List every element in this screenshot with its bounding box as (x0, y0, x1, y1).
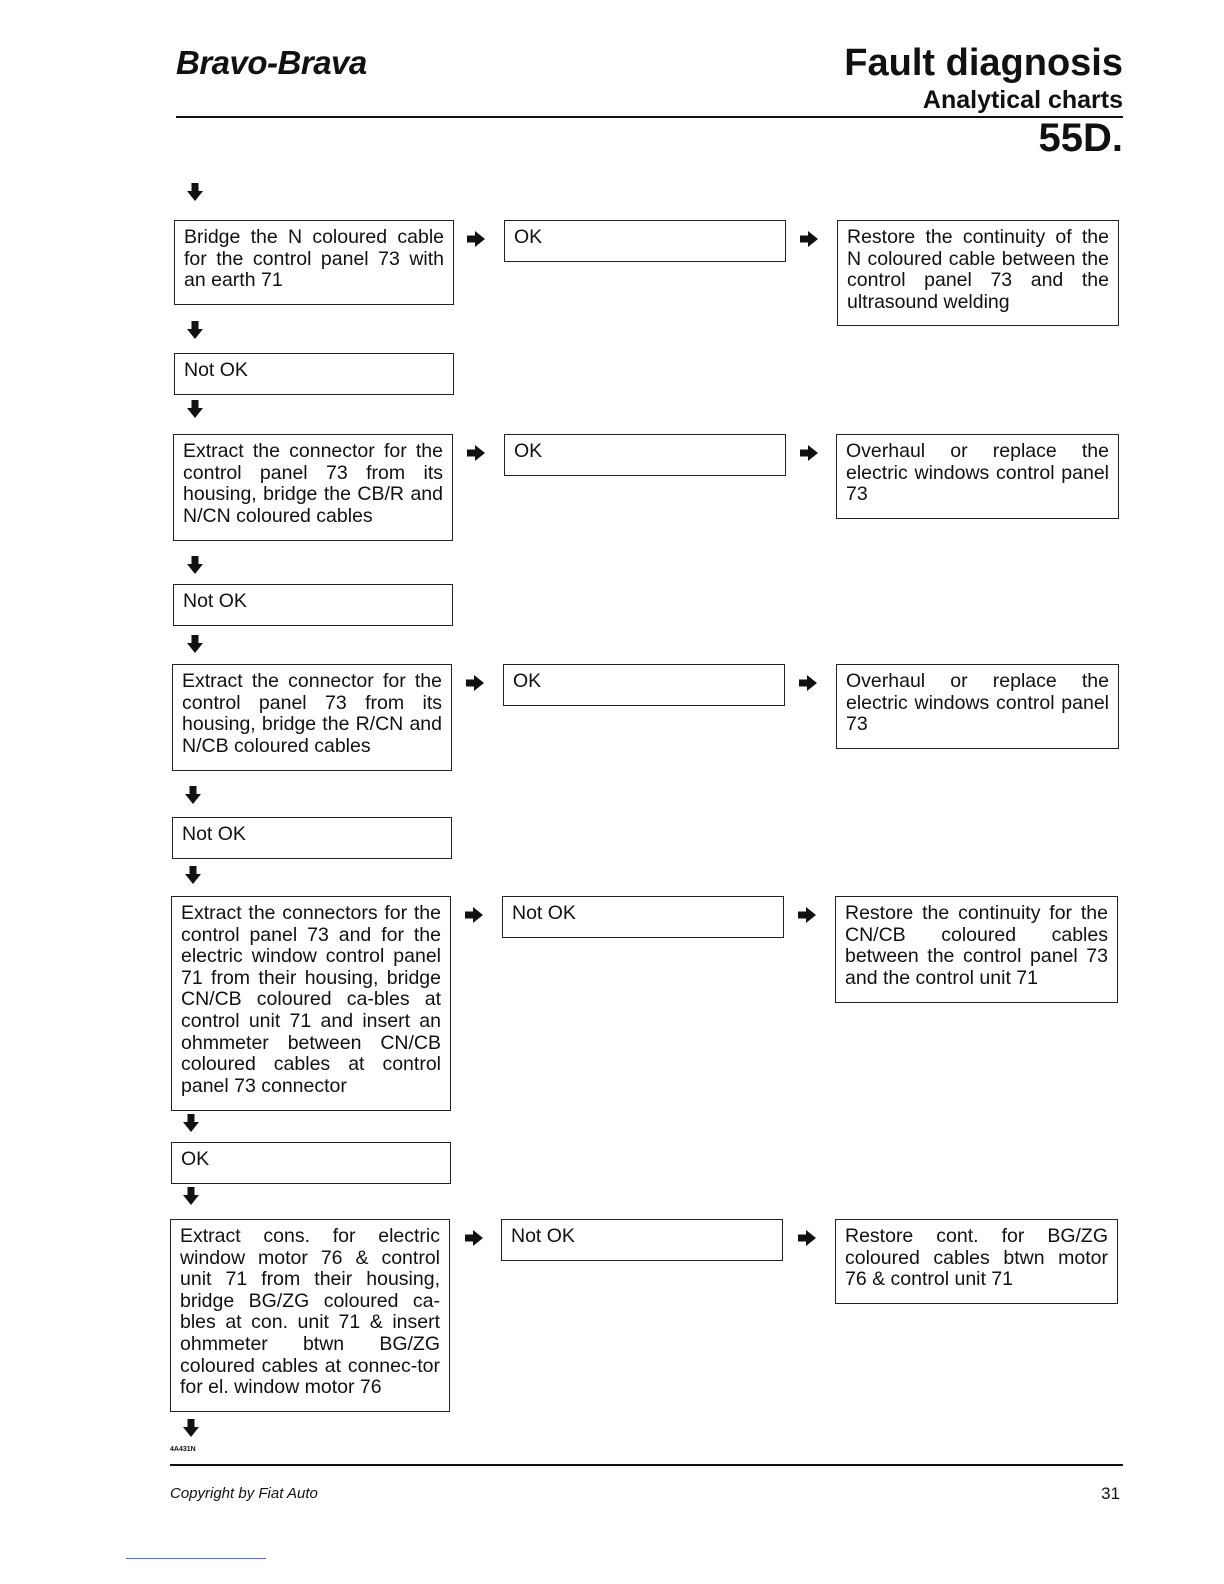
arrow-right-icon (466, 229, 486, 249)
arrow-down-icon (185, 399, 205, 419)
step-4-result-box: Not OK (502, 896, 784, 938)
arrow-down-icon (185, 555, 205, 575)
page-number: 31 (1101, 1484, 1120, 1503)
step-5-remedy-box: Restore cont. for BG/ZG coloured cables btwn motor 76 & control unit 71 (835, 1219, 1118, 1304)
arrow-right-icon (464, 1228, 484, 1248)
arrow-right-icon (797, 1228, 817, 1248)
arrow-right-icon (464, 905, 484, 925)
figure-code: 4A431N (170, 1446, 196, 1453)
arrow-right-icon (466, 443, 486, 463)
arrow-down-icon (181, 1418, 201, 1438)
step-5-action-box: Extract cons. for electric window motor 76 & control unit 71 from their housing, bridge BG/ZG coloured ca-bles at con. unit 71 & insert ohmmeter btwn BG/ZG coloured cables at connec-tor for el. window motor 76 (170, 1219, 450, 1412)
link-underline-decoration (126, 1558, 266, 1559)
step-2-action-box: Extract the connector for the control panel 73 from its housing, bridge the CB/R and N/CN coloured cables (173, 434, 453, 541)
arrow-right-icon (465, 673, 485, 693)
arrow-down-icon (183, 865, 203, 885)
step-1-action-box: Bridge the N coloured cable for the control panel 73 with an earth 71 (174, 220, 454, 305)
step-1-result-box: OK (504, 220, 786, 262)
footer-divider (170, 1464, 1123, 1466)
arrow-right-icon (798, 673, 818, 693)
arrow-down-icon (185, 182, 205, 202)
step-2-next-box: Not OK (173, 584, 453, 626)
step-3-remedy-box: Overhaul or replace the electric windows control panel 73 (836, 664, 1119, 749)
brand-title: Bravo-Brava (176, 44, 367, 81)
step-4-remedy-box: Restore the continuity for the CN/CB coloured cables between the control panel 73 and the control unit 71 (835, 896, 1118, 1003)
step-4-next-box: OK (171, 1142, 451, 1184)
arrow-down-icon (185, 634, 205, 654)
step-2-remedy-box: Overhaul or replace the electric windows control panel 73 (836, 434, 1119, 519)
step-5-result-box: Not OK (501, 1219, 783, 1261)
step-3-action-box: Extract the connector for the control panel 73 from its housing, bridge the R/CN and N/CB coloured cables (172, 664, 452, 771)
arrow-down-icon (181, 1113, 201, 1133)
header-divider (176, 116, 1123, 118)
arrow-down-icon (183, 785, 203, 805)
step-2-result-box: OK (504, 434, 786, 476)
arrow-down-icon (181, 1186, 201, 1206)
arrow-right-icon (799, 229, 819, 249)
page-title: Fault diagnosis (844, 42, 1123, 84)
section-code: 55D. (1038, 116, 1123, 160)
arrow-right-icon (797, 905, 817, 925)
step-1-next-box: Not OK (174, 353, 454, 395)
step-4-action-box: Extract the connectors for the control panel 73 and for the electric window control panel 71 from their housing, bridge CN/CB coloured ca-bles at control unit 71 and insert an ohmmeter between CN/CB coloured cables at control panel 73 connector (171, 896, 451, 1111)
page-subtitle: Analytical charts (922, 86, 1123, 114)
step-3-result-box: OK (503, 664, 785, 706)
step-1-remedy-box: Restore the continuity of the N coloured cable between the control panel 73 and the ultrasound welding (837, 220, 1119, 326)
step-3-next-box: Not OK (172, 817, 452, 859)
arrow-down-icon (185, 320, 205, 340)
arrow-right-icon (799, 443, 819, 463)
copyright-notice: Copyright by Fiat Auto (170, 1485, 318, 1502)
